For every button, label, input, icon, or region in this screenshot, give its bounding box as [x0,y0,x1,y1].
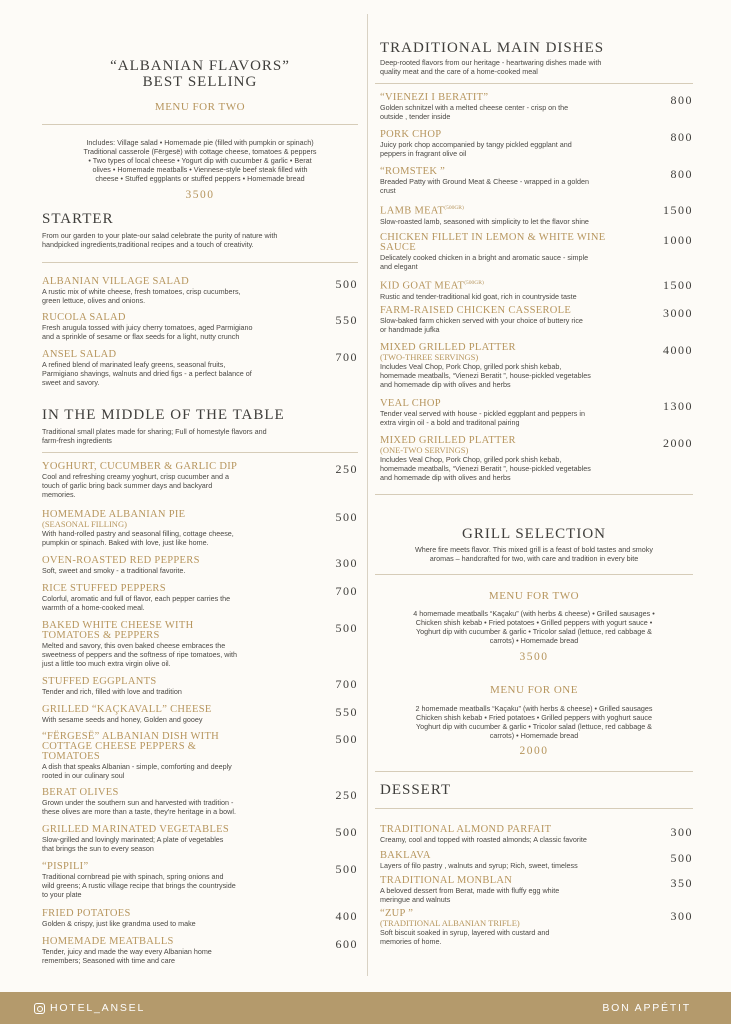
item-price: 600 [335,937,358,951]
item-description [380,886,693,904]
item-price: 2000 [663,436,693,450]
item-description [42,472,358,499]
desc-line: Deep-rooted flavors from our heritage - heartwaring dishes made with [380,58,602,67]
item-name [380,203,693,217]
item-description-line: memories. [42,490,76,499]
item-description [42,872,358,899]
item-name-line: BAKED WHITE CHEESE WITH [42,620,194,631]
menu-item [42,732,358,780]
menu-item [42,825,358,853]
item-note: (TWO-THREE SERVINGS) [380,352,479,362]
item-name-text: LAMB MEAT [380,205,445,217]
item-name [42,788,358,798]
item-description-line: Golden & crispy, just like grandma used to make [42,919,196,928]
item-description [42,919,358,928]
menu-item [380,851,693,870]
item-description [42,798,358,816]
item-name-line: “FËRGESË” ALBANIAN DISH WITH [42,731,220,742]
item-description-line: memories of home. [380,937,442,946]
item-name [42,937,358,947]
menu-item [42,862,358,899]
grill-menu-for-one-lines [375,704,693,740]
item-description-line: Grown under the southern sun and harvested with tradition - [42,798,234,807]
item-description-line: peppers in fragrant olive oil [380,149,467,158]
item-name [380,851,693,861]
item-description-line: homemade meatballs, “Vienezi Beratit ”, house-pickled vegetables [380,464,591,473]
item-price: 500 [335,277,358,291]
item-price: 800 [670,93,693,107]
item-description-line: outside , tender inside [380,112,451,121]
item-name [42,621,358,641]
item-name-line: CHICKEN FILLET IN LEMON & WHITE WINE [380,232,606,243]
item-name [380,278,693,292]
item-description [380,455,693,482]
item-name [380,233,693,253]
menu-item [42,462,358,499]
item-description-line: Delicately cooked chicken in a bright and aromatic sauce - simple [380,253,589,262]
menu-item [380,233,693,271]
instagram-handle[interactable] [34,1002,145,1014]
menu-item [380,876,693,904]
item-description-line: and homemade dip with olives and herbs [380,380,511,389]
item-description [380,928,693,946]
item-note: (SEASONAL FILLING) [42,519,127,529]
grill-menu-for-two-price: 3500 [519,651,549,663]
menu-line: 2 homemade meatballs “Kaçaku” (with herbs & cheese) • Grilled sausages [415,704,653,713]
item-description [380,835,693,844]
item-name-text: BAKLAVA [380,850,431,861]
item-description-line: homemade meatballs, “Vienezi Beratit ”, house-pickled vegetables [380,371,591,380]
desc-line: aromas – handcrafted for two, with care and tradition in every bite [429,554,639,563]
item-description-line: and elegant [380,262,418,271]
item-description-line: A beloved dessert from Berat, made with fluffy egg white [380,886,560,895]
item-name-text: OVEN-ROASTED RED PEPPERS [42,555,200,566]
item-description [42,594,358,612]
item-price: 3000 [663,306,693,320]
item-description-line: remembers; Seasoned with time and care [42,956,176,965]
divider [375,771,693,772]
item-name [380,167,693,177]
item-weight: (500GR) [464,280,484,286]
item-description-line: and a sprinkle of sesame or flax seeds for a light, nutty crunch [42,332,240,341]
menu-item [380,306,693,334]
item-price: 1300 [663,399,693,413]
item-price: 500 [335,621,358,635]
desc-line: quality meat and the care of a home-cooked meal [380,67,538,76]
item-price: 550 [335,313,358,327]
item-price: 1000 [663,233,693,247]
section-title-dessert: DESSERT [380,782,452,798]
item-description [380,292,693,301]
item-name-text: FARM-RAISED CHICKEN CASSEROLE [380,305,572,316]
item-price: 800 [670,167,693,181]
item-name [42,825,358,835]
item-name [380,130,693,140]
item-name [42,350,358,360]
desc-line: Where fire meets flavor. This mixed grill is a feast of bold tastes and smoky [415,545,653,554]
item-description-line: Traditional cornbread pie with spinach, spring onions and [42,872,224,881]
item-description-line: A refined blend of marinated leafy greens, seasonal fruits, [42,360,226,369]
item-name-text: STUFFED EGGPLANTS [42,676,157,687]
item-name [42,556,358,566]
item-description [380,316,693,334]
item-description-line: Cool and refreshing creamy yoghurt, crisp cucumber and a [42,472,229,481]
item-name-text: “VIENEZI I BERATIT” [380,92,489,103]
item-description-line: Golden schnitzel with a melted cheese center - crisp on the [380,103,569,112]
item-description-line: meringue and walnuts [380,895,451,904]
section-desc-main [380,58,683,76]
item-name-text: ANSEL SALAD [42,349,117,360]
item-price: 350 [670,876,693,890]
item-description-line: Layers of filo pastry , walnuts and syrup; Rich, sweet, timeless [380,861,578,870]
item-name [42,862,358,872]
item-description-line: rooted in our culinary soul [42,771,125,780]
item-description-line: Colorful, aromatic and full of flavor, each pepper carries the [42,594,231,603]
item-description-line: With sesame seeds and honey, Golden and gooey [42,715,203,724]
item-description-line: green lettuce, olives and onions. [42,296,146,305]
section-title-middle: IN THE MIDDLE OF THE TABLE [42,407,285,423]
menu-item [380,825,693,844]
item-name-line: TOMATOES [42,751,101,762]
item-description-line: Tender veal served with house - pickled eggplant and peppers in [380,409,585,418]
item-name [380,399,693,409]
item-name-text: GRILLED “KAÇKAVALL” CHEESE [42,704,212,715]
section-desc-grill [375,545,693,563]
divider [42,452,358,453]
item-description-line: Soft biscuit soaked in syrup, layered with custard and [380,928,550,937]
divider [375,83,693,84]
item-name-text: GRILLED MARINATED VEGETABLES [42,824,230,835]
item-price: 4000 [663,343,693,357]
item-price: 250 [335,788,358,802]
section-desc-middle [42,427,358,445]
left-column [32,0,368,992]
item-description-line: Soft, sweet and smoky - a traditional favorite. [42,566,186,575]
item-name-text: RUCOLA SALAD [42,312,126,323]
menu-item [380,130,693,158]
menu-item [42,909,358,928]
instagram-icon [34,1003,45,1014]
menu-includes [32,138,368,183]
menu-item [380,399,693,427]
item-name [42,677,358,687]
item-description [380,362,693,389]
menu-item [42,556,358,575]
item-name [42,732,358,762]
item-price: 1500 [663,203,693,217]
item-description-line: Melted and savory, this oven baked cheese embraces the [42,641,226,650]
item-name-text: ALBANIAN VILLAGE SALAD [42,276,189,287]
item-name-text: MIXED GRILLED PLATTER [380,342,516,353]
item-price: 700 [335,584,358,598]
includes-line: Traditional casserole (Fërgesë) with cottage cheese, tomatoes & peppers [83,147,317,156]
menu-item [42,937,358,965]
item-description [380,253,693,271]
item-description-line: Includes Veal Chop, Pork Chop, grilled pork shish kebab, [380,455,562,464]
best-selling-title [32,58,368,90]
item-name-text: RICE STUFFED PEPPERS [42,583,166,594]
item-price: 550 [335,705,358,719]
item-description-line: Breaded Patty with Ground Meat & Cheese - wrapped in a golden [380,177,589,186]
item-description [380,409,693,427]
item-description-line: extra virgin oil - a bold and traditonal pairing [380,418,520,427]
item-description-line: to your plate [42,890,82,899]
item-description [42,687,358,696]
item-description [380,217,693,226]
menu-item [380,436,693,482]
menu-line: Chicken shish kebab • Fried potatoes • Grilled peppers with yogurt sauce • [415,618,653,627]
item-description [42,360,358,387]
item-name [42,705,358,715]
item-description-line: Fresh arugula tossed with juicy cherry tomatoes, aged Parmigiano [42,323,253,332]
item-name [380,825,693,835]
item-name-text: TRADITIONAL MONBLAN [380,875,513,886]
item-description [42,835,358,853]
item-description-line: that brings the sun to every season [42,844,154,853]
item-name-text: PORK CHOP [380,129,442,140]
includes-line: • Two types of local cheese • Yogurt dip with cucumber & garlic • Berat [88,156,312,165]
item-description-line: touch of garlic bring back summer days and backyard [42,481,213,490]
item-name-line: SAUCE [380,242,416,253]
grill-menu-for-one-label: MENU FOR ONE [490,684,578,696]
item-name-text: “ROMSTEK ” [380,166,446,177]
item-name-text: TRADITIONAL ALMOND PARFAIT [380,824,552,835]
desc-line: farm-fresh ingredients [42,436,112,445]
footer-tagline: BON APPÉTIT [602,1002,691,1014]
item-description [380,177,693,195]
divider [375,808,693,809]
desc-line: handpicked ingredients,traditional recipes and a touch of creativity. [42,240,254,249]
item-name-text: HOMEMADE MEATBALLS [42,936,174,947]
menu-line: 4 homemade meatballs “Kaçaku” (with herbs & cheese) • Grilled sausages • [413,609,655,618]
item-name-text: BERAT OLIVES [42,787,119,798]
item-name-text: “ZUP ” [380,908,414,919]
item-description [42,715,358,724]
divider [375,494,693,495]
includes-line: olives • Homemade meatballs • Viennese-style beef steak filled with [92,165,308,174]
menu-line: carrots) • Homemade bread [489,731,579,740]
section-desc-starter [42,231,358,249]
menu-item [380,203,693,226]
item-description-line: crust [380,186,396,195]
footer-bar [0,992,731,1024]
item-description-line: With hand-rolled pastry and seasonal filling, cottage cheese, [42,529,234,538]
menu-line: carrots) • Homemade bread [489,636,579,645]
best-selling-title-line: “ALBANIAN FLAVORS” [110,58,290,74]
item-description [42,287,358,305]
desc-line: From our garden to your plate-our salad celebrate the purity of nature with [42,231,278,240]
menu-line: Chicken shish kebab • Fried potatoes • Grilled peppers with yoghurt sauce [416,713,652,722]
item-name [380,876,693,886]
item-price: 500 [670,851,693,865]
item-description-line: Juicy pork chop accompanied by tangy pickled eggplant and [380,140,572,149]
item-description-line: Tender and rich, filled with love and tradition [42,687,182,696]
menu-item [42,705,358,724]
item-description-line: Creamy, cool and topped with roasted almonds; A classic favorite [380,835,587,844]
menu-item [42,677,358,696]
item-description [42,566,358,575]
item-note: (TRADITIONAL ALBANIAN TRIFLE) [380,918,520,928]
item-name-text: VEAL CHOP [380,398,441,409]
item-name [42,584,358,594]
menu-price: 3500 [185,189,215,201]
menu-item [380,343,693,389]
item-price: 800 [670,130,693,144]
item-description-line: Parmigiano shavings, walnuts and dried figs - a perfect balance of [42,369,252,378]
item-weight: (500GR) [444,205,464,211]
item-price: 500 [335,862,358,876]
menu-item [380,167,693,195]
item-price: 300 [335,556,358,570]
menu-item [42,510,358,547]
item-description [380,140,693,158]
includes-line: cheese • Stuffed eggplants or stuffed peppers • Homemade bread [95,174,305,183]
item-description-line: Slow-grilled and lovingly marinated; A plate of vegetables [42,835,224,844]
item-price: 500 [335,510,358,524]
divider [42,124,358,125]
instagram-text: HOTEL_ANSEL [50,1002,146,1014]
section-title-grill: GRILL SELECTION [461,526,606,542]
menu-item [42,313,358,341]
item-description [380,861,693,870]
item-name [42,313,358,323]
item-name [380,306,693,316]
item-description-line: these olives are more than a taste, they're heritage in a bowl. [42,807,236,816]
item-description-line: or handmade jufka [380,325,440,334]
menu-line: Yoghurt dip with cucumber & garlic • Tricolor salad (lettuce, red cabbage & [416,722,652,731]
menu-item [42,350,358,387]
item-name-text: HOMEMADE ALBANIAN PIE [42,509,186,520]
grill-menu-for-two-lines [375,609,693,645]
menu-item [42,277,358,305]
item-description-line: Includes Veal Chop, Pork Chop, grilled pork shish kebab, [380,362,562,371]
best-selling-title-line: BEST SELLING [142,74,258,90]
item-description-line: A dish that speaks Albanian - simple, comforting and deeply [42,762,232,771]
item-description-line: sweet and savory. [42,378,100,387]
item-description [42,762,358,780]
section-title-main: TRADITIONAL MAIN DISHES [380,40,605,56]
item-description-line: A rustic mix of white cheese, fresh tomatoes, crisp cucumbers, [42,287,241,296]
item-description-line: and homemade dip with olives and herbs [380,473,511,482]
item-price: 500 [335,732,358,746]
item-description-line: just a little too much extra virgin olive oil. [42,659,171,668]
item-description-line: Slow-roasted lamb, seasoned with simplicity to let the flavor shine [380,216,589,226]
item-description-line: Tender, juicy and made the way every Albanian home [42,947,212,956]
item-description-line: Slow-baked farm chicken served with your choice of buttery rice [380,316,583,325]
menu-item [42,621,358,668]
desc-line: Traditional small plates made for sharing; Full of homestyle flavors and [42,427,267,436]
item-description-line: wild greens; A rustic village recipe that brings the countryside [42,881,236,890]
item-price: 400 [335,909,358,923]
item-description [380,103,693,121]
item-price: 1500 [663,278,693,292]
item-price: 700 [335,350,358,364]
item-price: 300 [670,825,693,839]
item-description-line: Rustic and tender-traditional kid goat, rich in countryside taste [380,291,577,301]
item-name-line: COTTAGE CHEESE PEPPERS & [42,741,197,752]
item-name-text: YOGHURT, CUCUMBER & GARLIC DIP [42,461,238,472]
menu-item [380,909,693,946]
grill-menu-for-one-price: 2000 [519,745,549,757]
item-price: 700 [335,677,358,691]
menu-line: Yoghurt dip with cucumber & garlic • Tricolor salad (lettuce, red cabbage & [416,627,652,636]
item-description [42,323,358,341]
item-name-text: “PISPILI” [42,861,89,872]
item-name [42,462,358,472]
item-description-line: warmth of a home-cooked meal. [42,603,145,612]
item-description [42,529,358,547]
item-price: 500 [335,825,358,839]
menu-item [42,584,358,612]
divider [375,574,693,575]
item-description-line: sweetness of peppers and the softness of ripe tomatoes, with [42,650,237,659]
item-name-text: KID GOAT MEAT [380,280,465,292]
item-name [42,909,358,919]
menu-for-two-label: MENU FOR TWO [154,101,246,113]
right-column [375,0,693,992]
item-name-text: MIXED GRILLED PLATTER [380,435,516,446]
item-name-line: TOMATOES & PEPPERS [42,630,160,641]
divider [42,262,358,263]
item-note: (ONE-TWO SERVINGS) [380,445,469,455]
menu-item [42,788,358,816]
grill-menu-for-two-label: MENU FOR TWO [488,590,580,602]
item-name [42,277,358,287]
menu-item [380,278,693,301]
item-price: 250 [335,462,358,476]
item-description [42,641,358,668]
item-price: 300 [670,909,693,923]
item-description [42,947,358,965]
item-description-line: pumpkin or spinach. Baked with love, just like home. [42,538,209,547]
item-name-text: FRIED POTATOES [42,908,131,919]
includes-line: Includes: Village salad • Homemade pie (filled with pumpkin or spinach) [86,138,314,147]
section-title-starter: STARTER [42,211,114,227]
menu-item [380,93,693,121]
item-name [380,93,693,103]
